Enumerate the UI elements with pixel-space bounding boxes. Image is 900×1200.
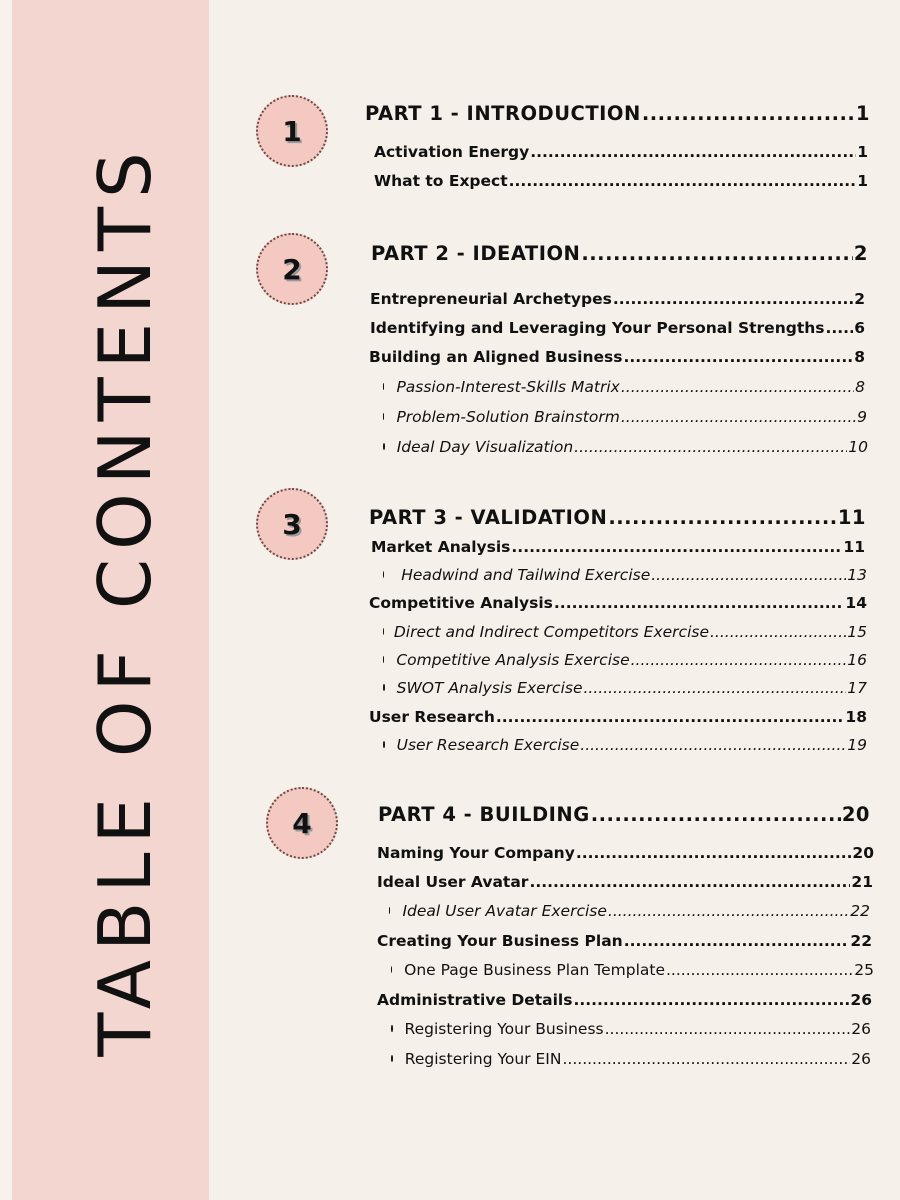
- toc-entry[interactable]: [374, 143, 868, 161]
- entry-page: 15: [847, 623, 867, 641]
- entry-page: 1: [857, 143, 868, 161]
- section-title: PART 3 - VALIDATION: [369, 506, 608, 529]
- toc-entry[interactable]: [370, 319, 865, 337]
- leader-dots: [530, 143, 856, 161]
- entry-page: 26: [851, 1050, 871, 1068]
- entry-page: 22: [850, 932, 872, 950]
- entry-label: Passion-Interest-Skills Matrix: [396, 378, 620, 396]
- entry-label: User Research: [369, 708, 495, 726]
- section-number: 3: [282, 507, 302, 541]
- bullet-icon: [383, 684, 385, 691]
- section-1-badge: [256, 95, 328, 167]
- toc-subentry[interactable]: [383, 651, 867, 669]
- entry-label: SWOT Analysis Exercise: [396, 679, 583, 697]
- entry-page: 10: [848, 438, 868, 456]
- entry-label: Direct and Indirect Competitors Exercise: [393, 623, 709, 641]
- leader-dots: [581, 242, 853, 265]
- leader-dots: [624, 932, 850, 950]
- toc-entry[interactable]: [369, 348, 865, 366]
- toc-entry[interactable]: [377, 873, 873, 891]
- entry-label: Registering Your EIN: [404, 1050, 562, 1068]
- section-4-badge: [266, 787, 338, 859]
- section-title: PART 4 - BUILDING: [378, 803, 590, 826]
- leader-dots: [562, 1050, 850, 1068]
- section-number: 1: [282, 114, 302, 148]
- section-2-badge: [256, 233, 328, 305]
- entry-page: 16: [847, 651, 867, 669]
- side-title: TABLE OF CONTENTS: [83, 143, 167, 1057]
- entry-page: 21: [851, 873, 873, 891]
- entry-label: Building an Aligned Business: [369, 348, 623, 366]
- toc-entry[interactable]: [377, 932, 872, 950]
- entry-label: Naming Your Company: [377, 844, 575, 862]
- toc-entry[interactable]: [377, 844, 874, 862]
- leader-dots: [621, 408, 856, 426]
- section-page: 1: [855, 102, 870, 125]
- entry-label: Entrepreneurial Archetypes: [370, 290, 612, 308]
- section-page: 2: [853, 242, 868, 265]
- leader-dots: [623, 348, 853, 366]
- leader-dots: [574, 438, 847, 456]
- leader-dots: [642, 102, 855, 125]
- entry-page: 18: [845, 708, 867, 726]
- section-page: 20: [841, 803, 870, 826]
- toc-entry[interactable]: [374, 172, 868, 190]
- entry-page: 17: [847, 679, 867, 697]
- leader-dots: [529, 873, 850, 891]
- page-edge: [0, 0, 12, 1200]
- bullet-icon: [389, 907, 390, 914]
- leader-dots: [496, 708, 845, 726]
- toc-entry[interactable]: [369, 708, 867, 726]
- entry-page: 9: [857, 408, 867, 426]
- entry-page: 8: [854, 348, 865, 366]
- section-title: PART 1 - INTRODUCTION: [365, 102, 641, 125]
- leader-dots: [605, 1020, 851, 1038]
- entry-page: 20: [852, 844, 874, 862]
- toc-subentry[interactable]: [389, 902, 870, 920]
- entry-page: 1: [857, 172, 868, 190]
- toc-entry[interactable]: [377, 991, 872, 1009]
- leader-dots: [608, 506, 837, 529]
- bullet-icon: [383, 443, 385, 450]
- toc-subentry[interactable]: [391, 961, 874, 979]
- toc-entry[interactable]: [369, 594, 867, 612]
- section-number: 2: [282, 252, 302, 286]
- leader-dots: [509, 172, 857, 190]
- entry-page: 19: [847, 736, 867, 754]
- toc-subentry[interactable]: [391, 1020, 871, 1038]
- entry-label: Identifying and Leveraging Your Personal Strengths: [370, 319, 825, 337]
- leader-dots: [554, 594, 845, 612]
- entry-label: What to Expect: [374, 172, 508, 190]
- entry-page: 25: [854, 961, 874, 979]
- entry-page: 26: [851, 1020, 871, 1038]
- entry-label: Administrative Details: [377, 991, 573, 1009]
- section-3-badge: [256, 488, 328, 560]
- toc-entry[interactable]: [370, 290, 865, 308]
- bullet-icon: [383, 628, 384, 635]
- entry-page: 2: [854, 290, 865, 308]
- bullet-icon: [383, 383, 384, 390]
- toc-subentry[interactable]: [383, 438, 868, 456]
- entry-label: One Page Business Plan Template: [404, 961, 665, 979]
- section-title: PART 2 - IDEATION: [371, 242, 581, 265]
- leader-dots: [631, 651, 847, 669]
- entry-label: Creating Your Business Plan: [377, 932, 623, 950]
- bullet-icon: [391, 966, 392, 973]
- leader-dots: [591, 803, 841, 826]
- leader-dots: [580, 736, 846, 754]
- toc-subentry[interactable]: [383, 623, 867, 641]
- entry-label: Market Analysis: [371, 538, 511, 556]
- entry-label: Competitive Analysis: [369, 594, 553, 612]
- entry-label: Competitive Analysis Exercise: [396, 651, 630, 669]
- section-3-heading[interactable]: [369, 506, 866, 529]
- bullet-icon: [391, 1055, 393, 1062]
- entry-page: 11: [843, 538, 865, 556]
- entry-label: Activation Energy: [374, 143, 530, 161]
- section-page: 11: [837, 506, 866, 529]
- entry-label: User Research Exercise: [396, 736, 580, 754]
- leader-dots: [826, 319, 854, 337]
- bullet-icon: [383, 413, 384, 420]
- entry-page: 26: [850, 991, 872, 1009]
- leader-dots: [608, 902, 849, 920]
- section-4-heading[interactable]: [378, 803, 870, 826]
- section-1-heading[interactable]: [365, 102, 870, 125]
- entry-label: Ideal User Avatar Exercise: [402, 902, 607, 920]
- section-number: 4: [292, 806, 312, 840]
- toc-subentry[interactable]: [383, 736, 867, 754]
- leader-dots: [511, 538, 842, 556]
- leader-dots: [573, 991, 849, 1009]
- entry-page: 22: [850, 902, 870, 920]
- entry-page: 13: [847, 566, 867, 584]
- leader-dots: [651, 566, 846, 584]
- entry-label: Ideal Day Visualization: [396, 438, 574, 456]
- entry-label: Registering Your Business: [404, 1020, 604, 1038]
- leader-dots: [710, 623, 846, 641]
- section-2-heading[interactable]: [371, 242, 868, 265]
- toc-entry[interactable]: [371, 538, 865, 556]
- entry-label: Ideal User Avatar: [377, 873, 529, 891]
- leader-dots: [613, 290, 853, 308]
- entry-label: Problem-Solution Brainstorm: [396, 408, 620, 426]
- entry-page: 14: [845, 594, 867, 612]
- toc-subentry[interactable]: [383, 566, 867, 584]
- toc-subentry[interactable]: [383, 408, 867, 426]
- leader-dots: [584, 679, 847, 697]
- bullet-icon: [383, 656, 384, 663]
- toc-subentry[interactable]: [391, 1050, 871, 1068]
- leader-dots: [576, 844, 852, 862]
- bullet-icon: [383, 571, 384, 578]
- toc-subentry[interactable]: [383, 378, 865, 396]
- toc-subentry[interactable]: [383, 679, 867, 697]
- entry-page: 8: [855, 378, 865, 396]
- entry-page: 6: [854, 319, 865, 337]
- leader-dots: [621, 378, 854, 396]
- bullet-icon: [391, 1025, 393, 1032]
- bullet-icon: [383, 741, 385, 748]
- entry-label: Headwind and Tailwind Exercise: [401, 566, 651, 584]
- leader-dots: [666, 961, 853, 979]
